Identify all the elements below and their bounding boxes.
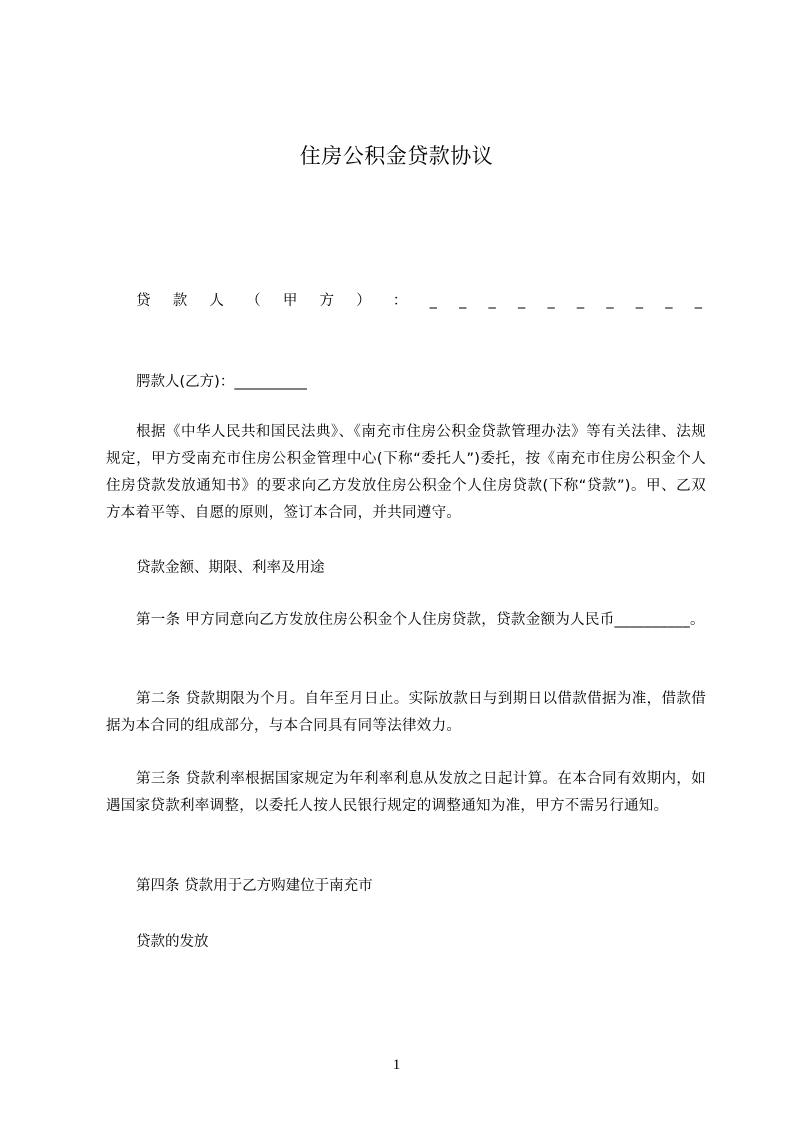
article-4: 第四条 贷款用于乙方购建位于南充市 bbox=[136, 878, 373, 894]
document-title: 住房公积金贷款协议 bbox=[299, 144, 494, 168]
lender-blank: _ bbox=[576, 293, 585, 309]
borrower-line: 腭款人(乙方)：__________ bbox=[136, 374, 307, 390]
section-heading-loan-disbursement: 贷款的发放 bbox=[136, 934, 209, 950]
lender-blank: _ bbox=[547, 293, 555, 309]
lender-char: 甲 bbox=[282, 293, 298, 309]
section-heading-amount-term-rate-use: 贷款金额、期限、利率及用途 bbox=[136, 560, 325, 576]
lender-char: ： bbox=[392, 293, 408, 309]
lender-blank: _ bbox=[694, 293, 702, 309]
intro-paragraph: 根据《中华人民共和国民法典》、《南充市住房公积金贷款管理办法》等有关法律、法规规定，甲方受南充市住房公积金管理中心(下称“委托人”)委托，按《南充市住房公积金个人住房贷款发放通知书》的要求向乙方发放住房公积金个人住房贷款(下称“贷款”)。甲、乙双方本着平等、自愿的原则，签订本合同，并共同遵守。 bbox=[106, 424, 706, 521]
article-1: 第一条 甲方同意向乙方发放住房公积金个人住房贷款，贷款金额为人民币__________。 bbox=[136, 612, 705, 628]
page-number: 1 bbox=[392, 1057, 401, 1073]
lender-blank: _ bbox=[517, 293, 526, 309]
lender-blank: _ bbox=[665, 293, 673, 309]
article-2: 第二条 贷款期限为个月。自年至月日止。实际放款日与到期日以借款借据为准，借款借据为本合同的组成部分，与本合同具有同等法律效力。 bbox=[106, 691, 706, 734]
lender-char: 方 bbox=[319, 293, 335, 309]
article-3: 第三条 贷款利率根据国家规定为年利率利息从发放之日起计算。在本合同有效期内，如遇国家贷款利率调整，以委托人按人民银行规定的调整通知为准，甲方不需另行通知。 bbox=[106, 771, 706, 814]
lender-char: 款 bbox=[172, 293, 188, 309]
lender-blank: _ bbox=[635, 293, 644, 309]
lender-line bbox=[136, 291, 702, 311]
lender-blank: _ bbox=[429, 293, 437, 309]
lender-char: 人 bbox=[209, 293, 224, 309]
lender-blank: _ bbox=[488, 293, 496, 309]
lender-char: ） bbox=[356, 293, 371, 309]
lender-char: （ bbox=[246, 293, 261, 309]
lender-blank: _ bbox=[606, 293, 614, 309]
lender-blank: _ bbox=[459, 293, 467, 309]
lender-char: 贷 bbox=[136, 293, 151, 309]
